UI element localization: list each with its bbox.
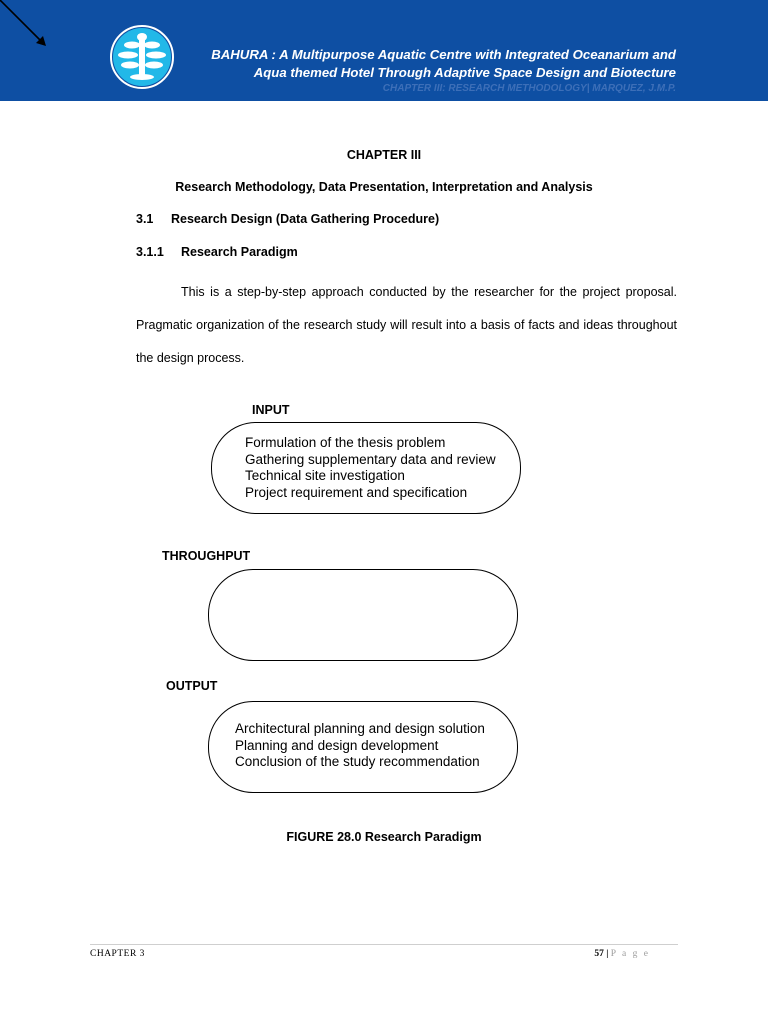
section-title: Research Paradigm [181, 245, 298, 259]
list-item: Project requirement and specification [245, 484, 468, 500]
input-list [245, 435, 496, 501]
section-number: 3.1 [136, 212, 154, 226]
list-item: Conclusion of the study recommendation [235, 754, 480, 769]
page-number: 57 [594, 949, 604, 959]
header-subtitle: CHAPTER III: RESEARCH METHODOLOGY| MARQUEZ, J.M.P. [382, 83, 676, 94]
list-item: Planning and design development [235, 737, 439, 753]
section-3-1-heading [136, 212, 439, 226]
section-number: 3.1.1 [136, 245, 164, 259]
arrow-icon [0, 0, 60, 60]
document-title-line-2: Aqua themed Hotel Through Adaptive Space Design and Biotecture [253, 65, 676, 80]
page-number-block [594, 949, 650, 959]
input-box [211, 422, 521, 514]
page-separator: | [606, 949, 609, 959]
section-3-1-1-heading [136, 245, 298, 259]
document-title-line-1: BAHURA : A Multipurpose Aquatic Centre with Integrated Oceanarium and [211, 47, 676, 62]
footer-chapter: CHAPTER 3 [90, 949, 145, 959]
throughput-box [208, 569, 518, 661]
page-word: P a g e [610, 949, 650, 959]
chapter-heading: CHAPTER III [346, 148, 422, 162]
input-label: INPUT [252, 403, 290, 417]
throughput-label: THROUGHPUT [162, 549, 251, 563]
figure-caption: FIGURE 28.0 Research Paradigm [286, 830, 482, 844]
section-title: Research Design (Data Gathering Procedure) [171, 212, 440, 226]
list-item: Formulation of the thesis problem [245, 435, 446, 450]
list-item: Gathering supplementary data and review [245, 451, 496, 467]
output-label: OUTPUT [166, 679, 218, 693]
page-header [0, 0, 768, 101]
chapter-title: Research Methodology, Data Presentation, Interpretation and Analysis [175, 180, 593, 194]
document-title [116, 46, 676, 82]
footer-divider [90, 944, 678, 945]
output-box [208, 701, 518, 793]
output-list [235, 721, 485, 771]
list-item: Technical site investigation [245, 468, 405, 483]
body-paragraph: This is a step-by-step approach conducted by the researcher for the project proposal. Pragmatic organization of the research study will result into a basis of facts and ideas throughout the design process. [136, 285, 677, 365]
list-item: Architectural planning and design solution [235, 721, 485, 736]
